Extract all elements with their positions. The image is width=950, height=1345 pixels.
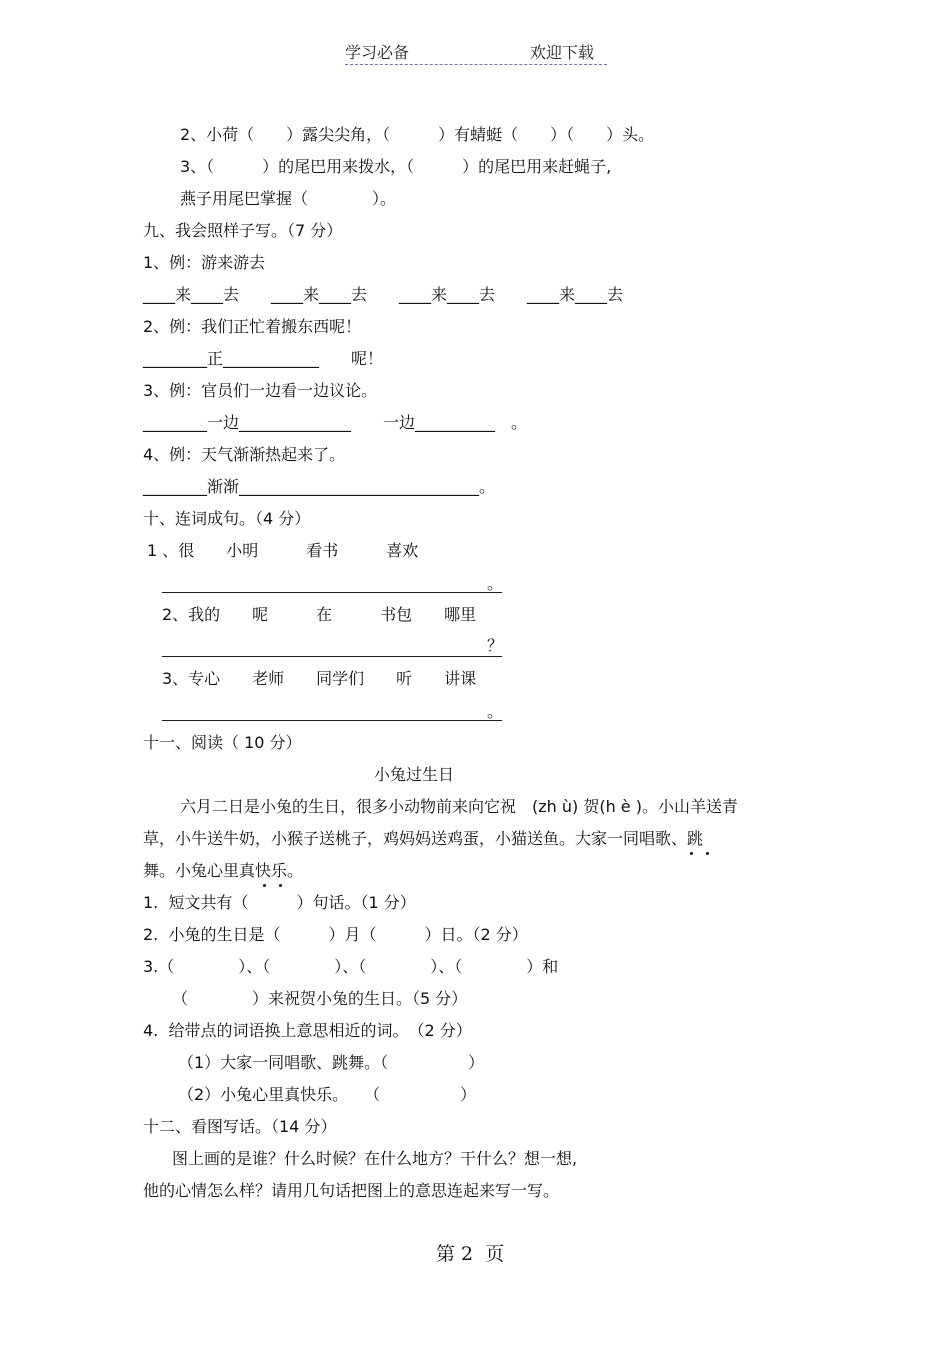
s11-question-4-item-2: （2）小兔心里真快乐。 （ ）: [178, 1085, 477, 1104]
s11-question-2: 2. 小兔的生日是（ ）月（ ）日。（2 分）: [143, 925, 528, 944]
s10-question-3: 3、专心 老师 同学们 听 讲课: [162, 669, 477, 688]
s10-answer-2-end: ？: [487, 636, 504, 655]
s11-question-4-item-1: （1）大家一同唱歌、跳舞。（ ）: [178, 1053, 485, 1072]
s10-answer-line-2: [162, 656, 502, 657]
emphasis-dot: [279, 884, 282, 887]
s8-question-2: 2、小荷（ ）露尖尖角，（ ）有蜻蜓（ ）（ ）头。: [180, 125, 655, 144]
story-paragraph-line-3: 舞。小兔心里真快乐。: [143, 861, 304, 880]
s10-title: 十、连词成句。（4 分）: [143, 509, 311, 528]
s12-title: 十二、看图写话。（14 分）: [143, 1117, 337, 1136]
s10-answer-line-1: [162, 592, 502, 593]
s9-answer-1: ____来____去 ____来____去 ____来____去 ____来____去: [143, 285, 624, 304]
s10-answer-1-end: 。: [487, 574, 504, 593]
s9-answer-3: ________一边______________ 一边__________ 。: [143, 413, 528, 432]
story-title: 小兔过生日: [374, 765, 455, 784]
s9-title: 九、我会照样子写。（7 分）: [143, 221, 343, 240]
s8-question-3: 3、（ ）的尾巴用来拨水，（ ）的尾巴用来赶蝇子,: [180, 157, 612, 176]
s9-answer-4: ________渐渐______________________________。: [143, 477, 496, 496]
s9-example-1: 1、例：游来游去: [143, 253, 266, 272]
emphasis-dot: [263, 884, 266, 887]
header-right-text: 欢迎下载: [530, 43, 595, 62]
s10-answer-3-end: 。: [487, 702, 504, 721]
s9-example-2: 2、例：我们正忙着搬东西呢！: [143, 317, 362, 336]
s10-question-1: 1 、很 小明 看书 喜欢: [147, 541, 419, 560]
s12-prompt-line-2: 他的心情怎么样？请用几句话把图上的意思连起来写一写。: [143, 1181, 560, 1200]
s12-prompt-line-1: 图上画的是谁？什么时候？在什么地方？干什么？想一想,: [172, 1149, 578, 1168]
s11-question-3-line-2: （ ）来祝贺小兔的生日。（5 分）: [172, 989, 468, 1008]
story-paragraph-line-1: 六月二日是小兔的生日，很多小动物前来向它祝 (zh ù) 贺(h è )。小山羊送青: [180, 797, 738, 816]
s9-example-3: 3、例：官员们一边看一边议论。: [143, 381, 378, 400]
s9-example-4: 4、例：天气渐渐热起来了。: [143, 445, 346, 464]
emphasis-dot: [706, 852, 709, 855]
s11-question-3-line-1: 3.（ ）、（ ）、（ ）、（ ）和: [143, 957, 559, 976]
header-dashed-rule: [345, 64, 607, 65]
page-number: 第 2 页: [436, 1243, 505, 1265]
s11-question-4: 4. 给带点的词语换上意思相近的词。 （2 分）: [143, 1021, 472, 1040]
s10-answer-line-3: [162, 720, 502, 721]
s9-answer-2: ________正____________ 呢！: [143, 349, 384, 368]
s8-question-3-cont: 燕子用尾巴掌握（ ）。: [180, 189, 397, 208]
s10-question-2: 2、我的 呢 在 书包 哪里: [162, 605, 477, 624]
s11-title: 十一、阅读（ 10 分）: [143, 733, 302, 752]
story-paragraph-line-2: 草，小牛送牛奶，小猴子送桃子，鸡妈妈送鸡蛋，小猫送鱼。大家一同唱歌、跳: [143, 829, 704, 848]
emphasis-dot: [690, 852, 693, 855]
header-left-text: 学习必备: [345, 43, 410, 62]
s11-question-1: 1. 短文共有（ ）句话。（1 分）: [143, 893, 416, 912]
